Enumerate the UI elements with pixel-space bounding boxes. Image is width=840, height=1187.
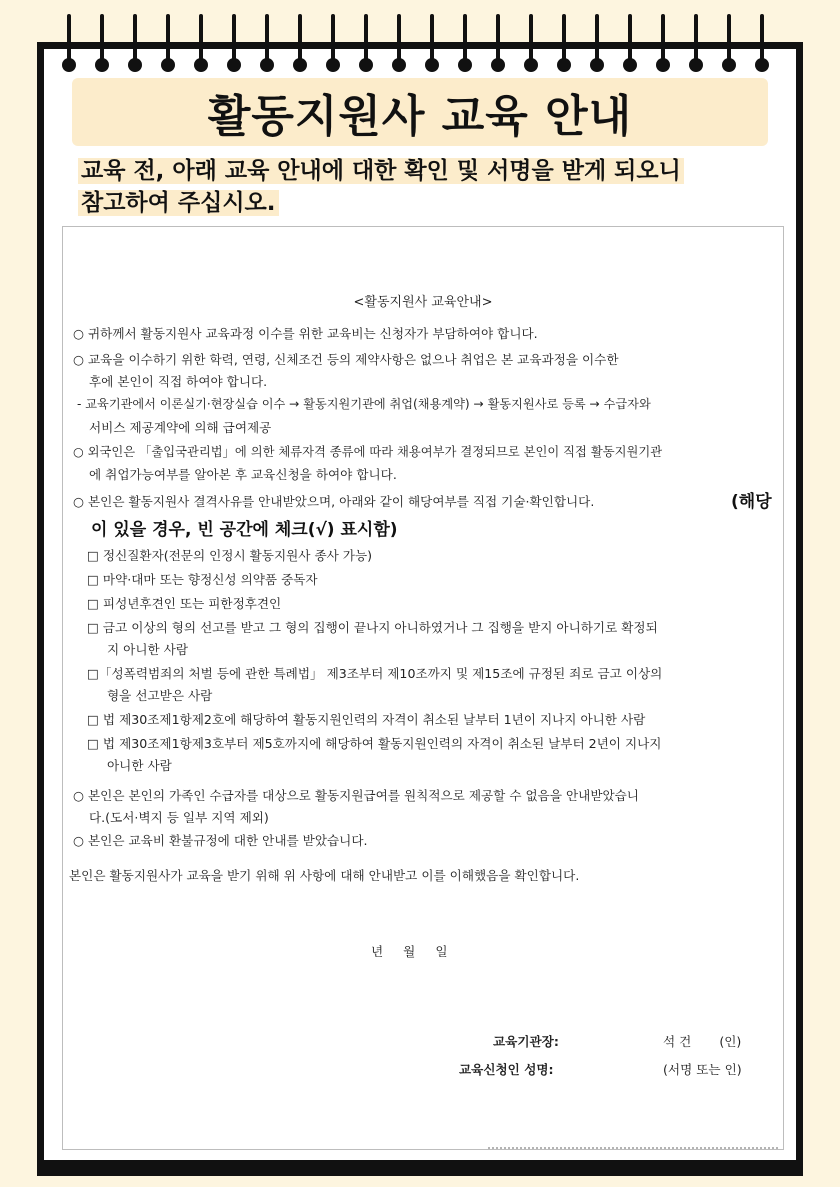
notice-item-requirements: ○ 교육을 이수하기 위한 학력, 연령, 신체조건 등의 제약사항은 없으나 취업은 본 교육과정을 이수한 — [73, 352, 619, 367]
binding-ring — [161, 14, 175, 72]
binding-ring — [194, 14, 208, 72]
confirmation-statement: 본인은 활동지원사가 교육을 받기 위해 위 사항에 대해 안내받고 이를 이해했음을 확인합니다. — [69, 868, 580, 883]
checkbox-item-imprisonment-cont: 지 아니한 사람 — [107, 642, 188, 657]
notice-item-disqualification: ○ 본인은 활동지원사 결격사유를 안내받았으며, 아래와 같이 해당여부를 직접 기술·확인합니다. — [73, 494, 595, 509]
page-title: 활동지원사 교육 안내 — [207, 91, 633, 142]
notice-item-family-cont: 다.(도서·벽지 등 일부 지역 제외) — [89, 810, 269, 825]
document-heading: <활동지원사 교육안내> — [353, 295, 493, 310]
education-notice-document — [62, 226, 784, 1150]
checkbox-item-revoked-2yr-cont: 아니한 사람 — [107, 758, 172, 773]
date-field[interactable]: 년 월 일 — [371, 944, 448, 959]
institution-head-name: 석 건 (인) — [663, 1034, 742, 1049]
checkbox-item-sexual-crime[interactable]: □「성폭력범죄의 처벌 등에 관한 특례법」 제3조부터 제10조까지 및 제15조에 규정된 죄로 금고 이상의 — [87, 666, 663, 681]
applicant-name-label: 교육신청인 성명: — [459, 1062, 554, 1077]
notice-item-family: ○ 본인은 본인의 가족인 수급자를 대상으로 활동지원급여를 원칙적으로 제공할 수 없음을 안내받았습니 — [73, 788, 639, 803]
checkbox-item-drug-addiction[interactable]: □ 마약·대마 또는 향정신성 의약품 중독자 — [87, 572, 318, 587]
binding-ring — [227, 14, 241, 72]
binding-ring — [128, 14, 142, 72]
notice-item-process: - 교육기관에서 이론실기·현장실습 이수 → 활동지원기관에 취업(채용계약) → 활동지원사로 등록 → 수급자와 — [77, 397, 651, 411]
binding-ring — [293, 14, 307, 72]
binding-ring — [557, 14, 571, 72]
checkbox-item-revoked-1yr[interactable]: □ 법 제30조제1항제2호에 해당하여 활동지원인력의 자격이 취소된 날부터 1년이 지나지 아니한 사람 — [87, 712, 646, 727]
binding-ring — [62, 14, 76, 72]
binding-ring — [326, 14, 340, 72]
checkbox-item-mental-illness[interactable]: □ 정신질환자(전문의 인정시 활동지원사 종사 가능) — [87, 548, 373, 563]
notice-item-foreigners: ○ 외국인은 「출입국관리법」에 의한 체류자격 종류에 따라 채용여부가 결정되므로 본인이 직접 활동지원기관 — [73, 445, 663, 459]
notice-item-tuition: ○ 귀하께서 활동지원사 교육과정 이수를 위한 교육비는 신청자가 부담하여야 합니다. — [73, 326, 538, 341]
checkbox-item-guardianship[interactable]: □ 피성년후견인 또는 피한정후견인 — [87, 596, 282, 611]
binding-ring — [491, 14, 505, 72]
document-footer-fragment — [488, 1147, 778, 1155]
binding-ring — [95, 14, 109, 72]
subtitle-line-2: 참고하여 주십시오. — [78, 184, 279, 217]
binding-ring — [590, 14, 604, 72]
notice-item-requirements-cont: 후에 본인이 직접 하여야 합니다. — [89, 374, 268, 389]
binding-ring — [755, 14, 769, 72]
binding-ring — [689, 14, 703, 72]
notice-item-refund: ○ 본인은 교육비 환불규정에 대한 안내를 받았습니다. — [73, 833, 368, 848]
spiral-binding — [62, 14, 792, 72]
applicant-signature-field[interactable]: (서명 또는 인) — [663, 1062, 742, 1077]
subtitle-line-1: 교육 전, 아래 교육 안내에 대한 확인 및 서명을 받게 되오니 — [78, 152, 684, 185]
institution-head-label: 교육기관장: — [493, 1034, 559, 1049]
binding-ring — [260, 14, 274, 72]
checkbox-item-imprisonment[interactable]: □ 금고 이상의 형의 선고를 받고 그 형의 집행이 끝나지 아니하였거나 그 집행을 받지 아니하기로 확정되 — [87, 620, 658, 635]
check-instruction: 이 있을 경우, 빈 공간에 체크(√) 표시함) — [91, 520, 398, 540]
binding-ring — [392, 14, 406, 72]
binding-ring — [524, 14, 538, 72]
notice-item-process-cont: 서비스 제공계약에 의해 급여제공 — [89, 420, 272, 435]
notice-item-foreigners-cont: 에 취업가능여부를 알아본 후 교육신청을 하여야 합니다. — [89, 467, 397, 482]
check-instruction-start: (해당 — [731, 492, 772, 512]
title-banner — [72, 78, 768, 146]
checkbox-item-revoked-2yr[interactable]: □ 법 제30조제1항제3호부터 제5호까지에 해당하여 활동지원인력의 자격이 취소된 날부터 2년이 지나지 — [87, 736, 662, 751]
binding-ring — [425, 14, 439, 72]
checkbox-item-sexual-crime-cont: 형을 선고받은 사람 — [107, 688, 213, 703]
binding-ring — [623, 14, 637, 72]
binding-ring — [458, 14, 472, 72]
binding-ring — [722, 14, 736, 72]
binding-ring — [656, 14, 670, 72]
binding-ring — [359, 14, 373, 72]
